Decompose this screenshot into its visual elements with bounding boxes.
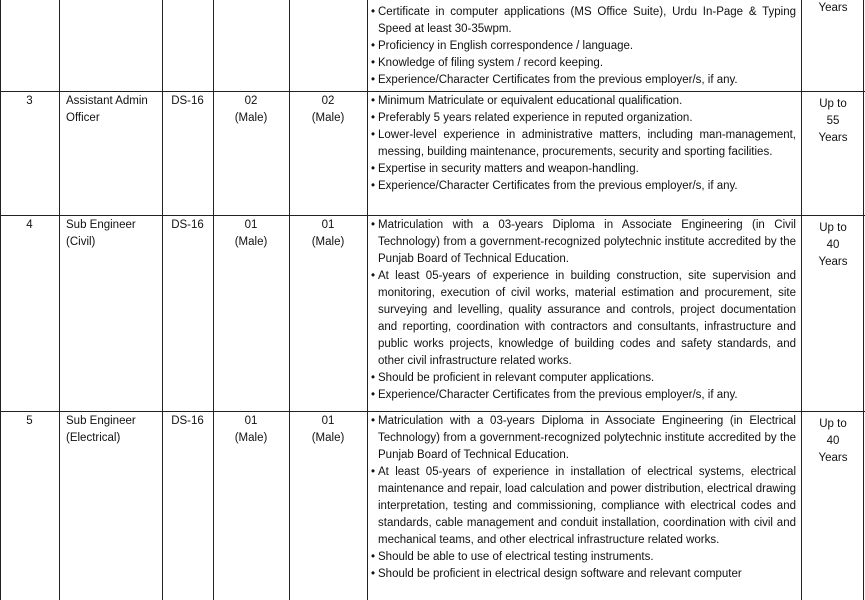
qualification-item: • Should be proficient in electrical design software and relevant computer: [372, 566, 796, 583]
qualification-item: • At least 05-years of experience in installation of electrical systems, electrical maintenance and repair, load calculation and power distribution, electrical drawing interpretation, testing and commissioning, compliance with electrical codes and standards, cable management and conduit installation, coordination with civil and mechanical teams, and other electrical infrastructure related works.: [372, 464, 796, 549]
post-name: Sub Engineer (Civil): [66, 219, 136, 248]
qualification-item: • Knowledge of filing system / record keeping.: [372, 55, 796, 72]
column-divider: [801, 0, 802, 600]
row-divider: [0, 411, 865, 412]
row-divider: [0, 215, 865, 216]
column-divider: [213, 0, 214, 600]
total-posts-count: 01: [244, 415, 258, 427]
qualification-list: [372, 93, 796, 195]
serial-number: 5: [26, 415, 33, 427]
open-merit-posts: [289, 217, 367, 251]
open-merit-gender: (Male): [311, 112, 345, 124]
total-posts-count: 01: [244, 219, 258, 231]
qualification-list: [372, 4, 796, 89]
total-posts-gender: (Male): [234, 236, 268, 248]
qualification-item: • Matriculation with a 03-years Diploma in Associate Engineering (in Civil Technology) from a government-recognized polytechnic institute accredited by the Punjab Board of Technical Education.: [372, 217, 796, 268]
qualification-item: • At least 05-years of experience in building construction, site supervision and monitoring, execution of civil works, material estimation and procurement, site surveying and levelling, quality assurance and controls, project documentation and reporting, coordination with contractors and consultants, infrastructure and public works projects, knowledge of building codes and safety standards, and other civil infrastructure related works.: [372, 268, 796, 370]
qualification-list: [372, 217, 796, 404]
qualification-item: • Experience/Character Certificates from the previous employer/s, if any.: [372, 178, 796, 195]
open-merit-posts: [289, 413, 367, 447]
qualification-item: • Proficiency in English correspondence / language.: [372, 38, 796, 55]
open-merit-gender: (Male): [311, 432, 345, 444]
open-merit-gender: (Male): [311, 236, 345, 248]
column-divider: [367, 0, 368, 600]
total-posts-count: 02: [244, 95, 258, 107]
qualification-item: • Preferably 5 years related experience in reputed organization.: [372, 110, 796, 127]
open-merit-posts: [289, 93, 367, 127]
open-merit-count: 02: [321, 95, 335, 107]
qualification-item: • Experience/Character Certificates from the previous employer/s, if any.: [372, 387, 796, 404]
age-limit: Years: [818, 2, 848, 14]
qualification-item: • Matriculation with a 03-years Diploma in Associate Engineering (in Electrical Technology) from a government-recognized polytechnic institute accredited by the Punjab Board of Technical Education.: [372, 413, 796, 464]
qualifications-cell: [372, 413, 796, 583]
total-posts: [213, 217, 289, 251]
open-merit-count: 01: [321, 219, 335, 231]
total-posts: [213, 93, 289, 127]
post-name: Assistant Admin Officer: [66, 95, 148, 124]
qualification-item: • Experience/Character Certificates from the previous employer/s, if any.: [372, 72, 796, 89]
qualifications-cell: [372, 4, 796, 89]
age-limit: Up to 55 Years: [818, 98, 848, 144]
age-limit: Up to 40 Years: [818, 222, 848, 268]
post-name: Sub Engineer (Electrical): [66, 415, 136, 444]
bps-grade: DS-16: [171, 95, 204, 107]
qualification-list: [372, 413, 796, 583]
age-limit: Up to 40 Years: [818, 418, 848, 464]
qualification-item: • Certificate in computer applications (MS Office Suite), Urdu In-Page & Typing Speed at least 30-35wpm.: [372, 4, 796, 38]
qualifications-cell: [372, 217, 796, 404]
serial-number: 3: [26, 95, 33, 107]
qualification-item: • Lower-level experience in administrative matters, including man-management, messing, building maintenance, procurements, security and sporting facilities.: [372, 127, 796, 161]
column-divider: [289, 0, 290, 600]
table-border-left: [0, 0, 1, 600]
bps-grade: DS-16: [171, 219, 204, 231]
qualifications-cell: [372, 93, 796, 195]
qualification-item: • Should be proficient in relevant computer applications.: [372, 370, 796, 387]
qualification-item: • Should be able to use of electrical testing instruments.: [372, 549, 796, 566]
column-divider: [162, 0, 163, 600]
serial-number: 4: [26, 219, 33, 231]
row-divider: [0, 91, 865, 92]
total-posts: [213, 413, 289, 447]
column-divider: [59, 0, 60, 600]
total-posts-gender: (Male): [234, 432, 268, 444]
table-border-right: [863, 0, 864, 600]
total-posts-gender: (Male): [234, 112, 268, 124]
open-merit-count: 01: [321, 415, 335, 427]
qualification-item: • Minimum Matriculate or equivalent educational qualification.: [372, 93, 796, 110]
qualification-item: • Expertise in security matters and weapon-handling.: [372, 161, 796, 178]
bps-grade: DS-16: [171, 415, 204, 427]
